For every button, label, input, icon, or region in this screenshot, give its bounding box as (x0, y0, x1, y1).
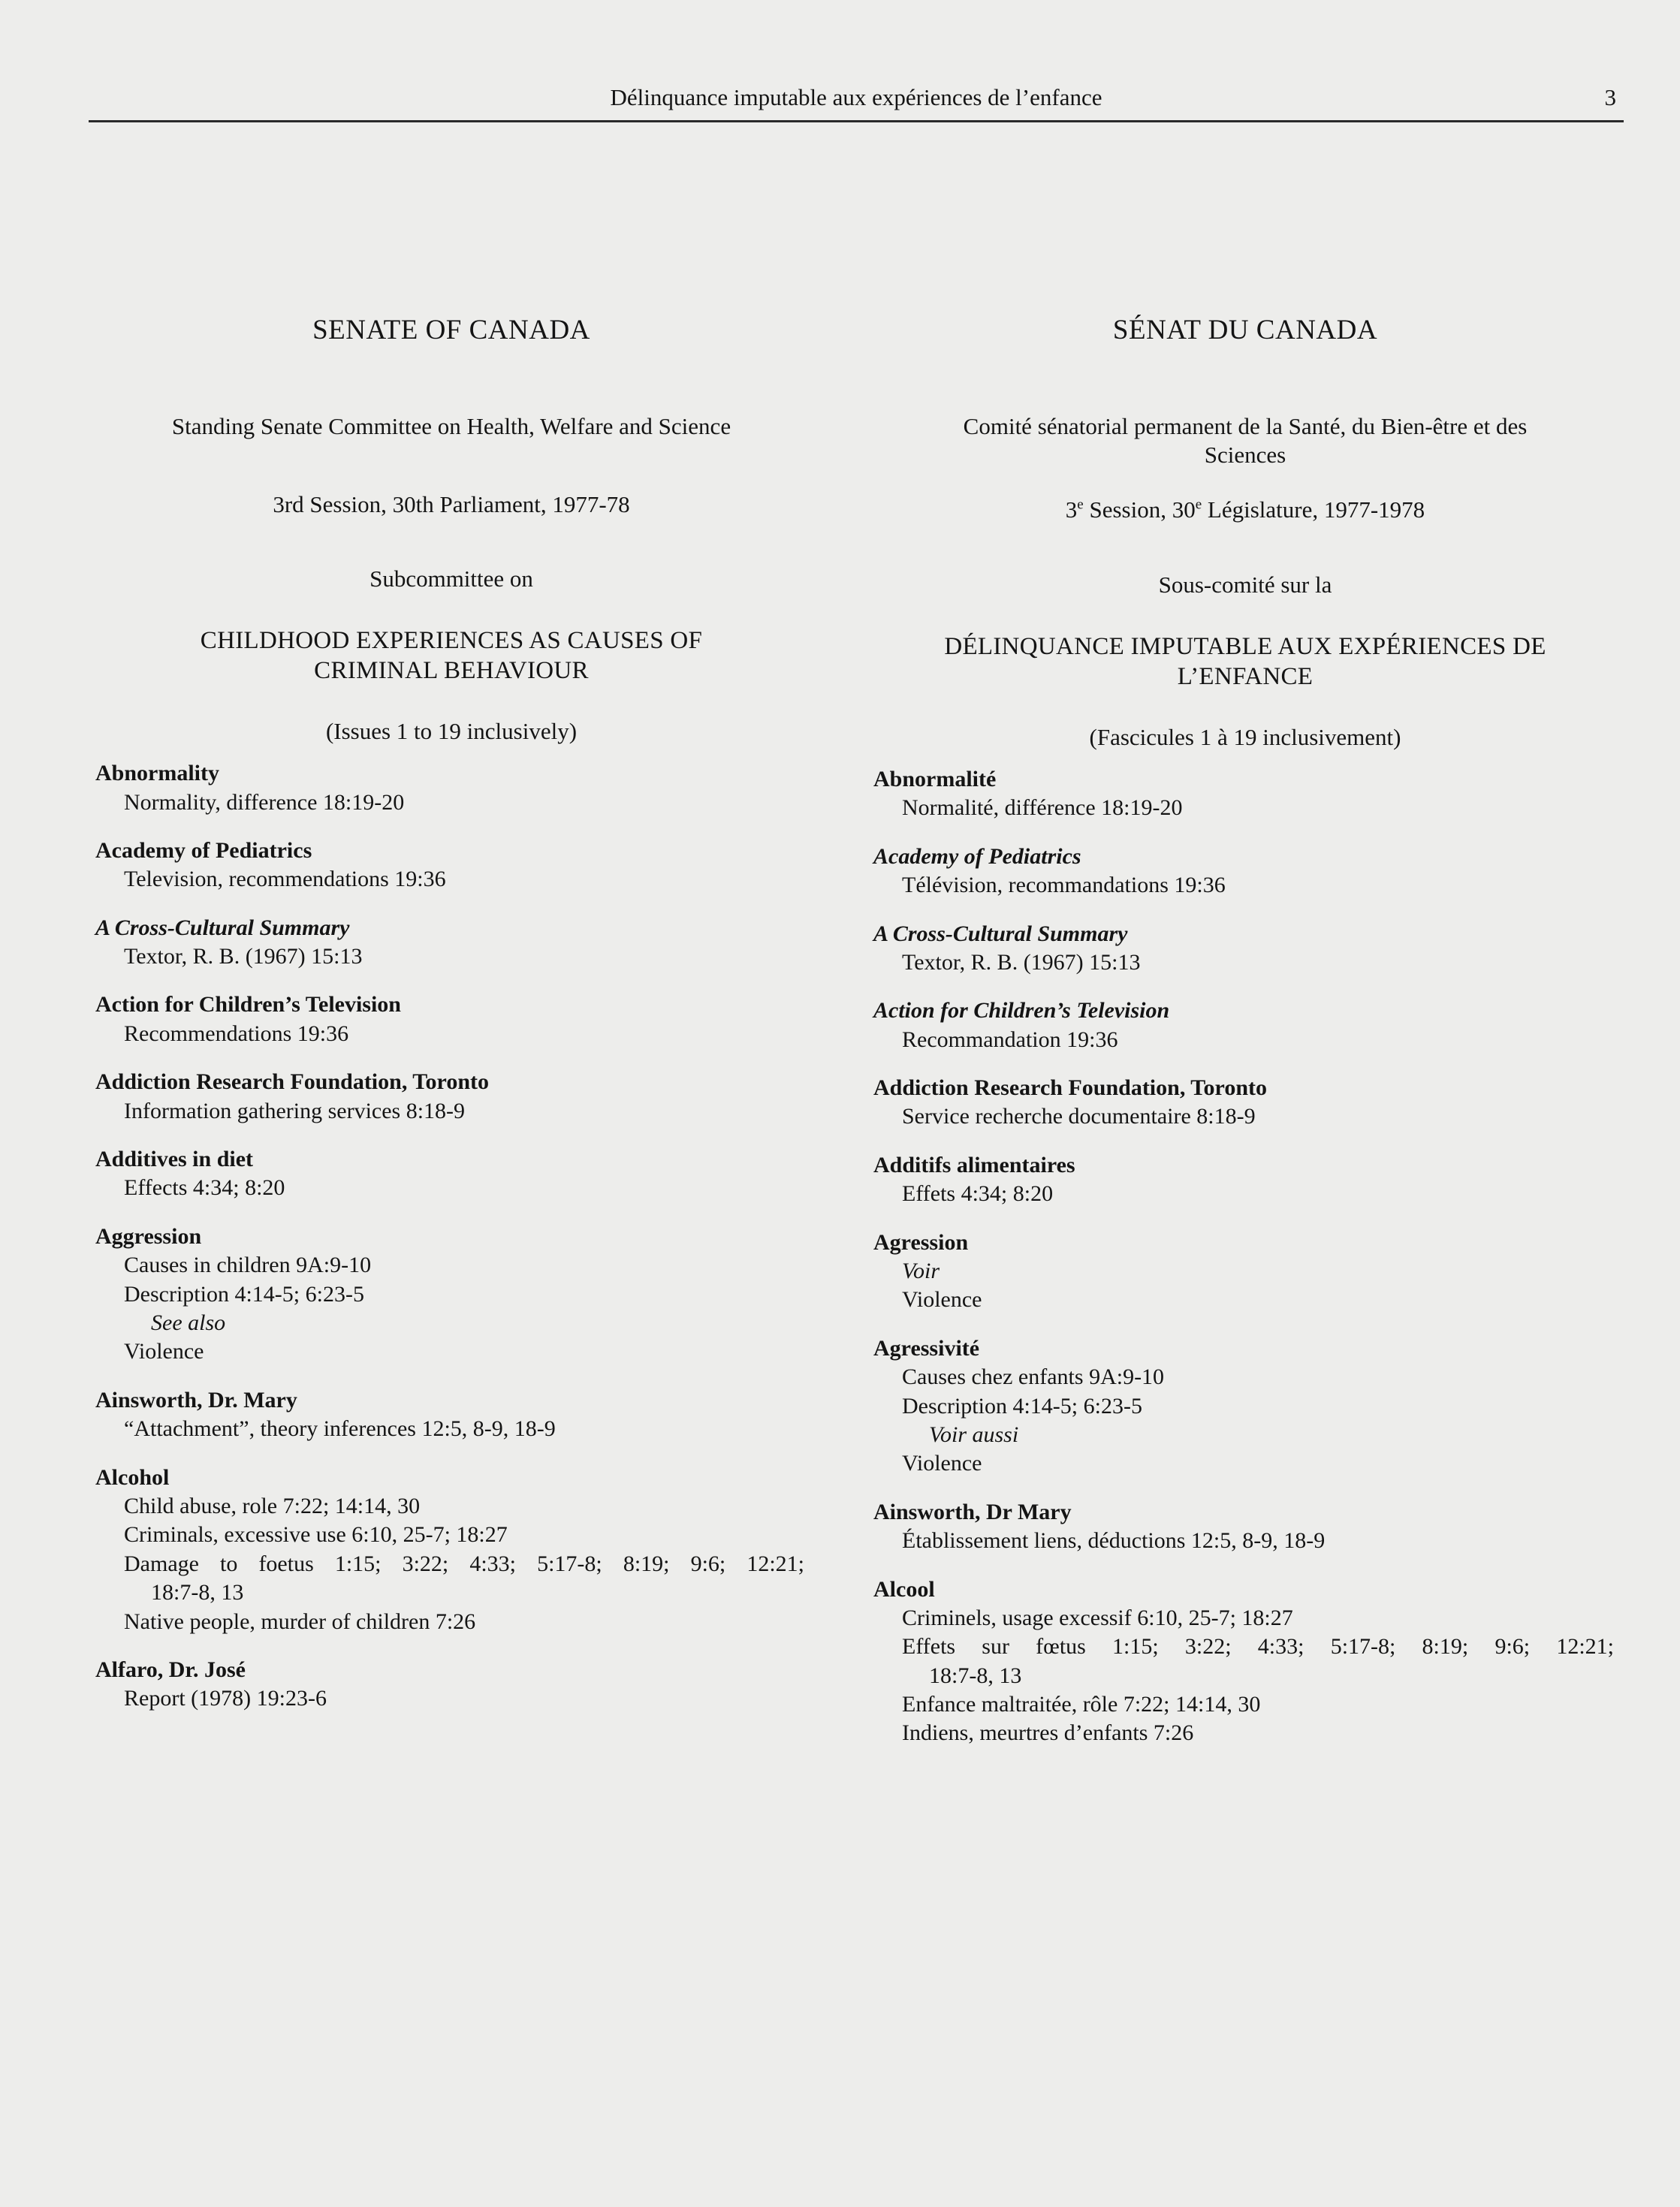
session-text: 3 (1065, 496, 1078, 523)
entry-heading: A Cross-Cultural Summary (873, 921, 1128, 946)
page-number: 3 (1604, 84, 1616, 110)
committee-name (873, 412, 1617, 469)
entry-subline: Native people, murder of children 7:26 (124, 1609, 476, 1634)
entry-subline: Description 4:14-5; 6:23-5 (124, 1281, 364, 1307)
entry-subline: Television, recommendations 19:36 (124, 867, 446, 892)
entry-heading: Academy of Pediatrics (95, 837, 312, 863)
see-also-reference: See also (151, 1310, 226, 1335)
entry-heading: Ainsworth, Dr Mary (873, 1499, 1072, 1524)
index-entry (873, 1151, 1617, 1209)
entry-subline: Effects 4:34; 8:20 (124, 1175, 285, 1201)
subject-title-line: CRIMINAL BEHAVIOUR (314, 656, 589, 684)
header-title: Délinquance imputable aux expériences de l’enfance (610, 84, 1102, 110)
index-entry (873, 1334, 1617, 1479)
senate-title: SÉNAT DU CANADA (1112, 315, 1378, 345)
entry-heading: Action for Children’s Television (873, 998, 1170, 1024)
session-info: 3rd Session, 30th Parliament, 1977-78 (273, 490, 630, 517)
superscript: e (1077, 496, 1084, 513)
cross-reference-target: Violence (124, 1339, 204, 1364)
see-reference: Voir (902, 1259, 940, 1284)
entry-subline: Information gathering services 8:18-9 (124, 1098, 466, 1123)
entry-subline: Service recherche documentaire 8:18-9 (902, 1104, 1256, 1129)
entry-subline: Description 4:14-5; 6:23-5 (902, 1393, 1142, 1419)
index-entry (95, 837, 807, 894)
committee-name: Standing Senate Committee on Health, Welfare and Science (171, 412, 731, 439)
index-entry (95, 759, 807, 817)
issues-range: (Fascicules 1 à 19 inclusivement) (1089, 724, 1401, 751)
index-entry (95, 1145, 807, 1203)
entry-subline: Criminels, usage excessif 6:10, 25-7; 18:27 (902, 1605, 1293, 1630)
entry-heading: Aggression (95, 1223, 202, 1249)
english-column (95, 315, 807, 1733)
entry-subline: Indiens, meurtres d’enfants 7:26 (902, 1720, 1194, 1746)
entry-heading: Action for Children’s Television (95, 992, 401, 1018)
entry-heading: A Cross-Cultural Summary (95, 915, 350, 940)
subject-title-line: L’ENFANCE (1177, 662, 1314, 690)
entry-heading: Addiction Research Foundation, Toronto (873, 1075, 1267, 1101)
entry-heading: Abnormalité (873, 766, 997, 791)
entry-subline: Textor, R. B. (1967) 15:13 (124, 944, 363, 969)
cross-reference-target: Violence (902, 1451, 982, 1476)
cross-reference-target: Violence (902, 1287, 982, 1313)
session-text: Session, 30 (1083, 496, 1196, 523)
entry-subline: Report (1978) 19:23-6 (124, 1686, 327, 1711)
senate-title: SENATE OF CANADA (312, 315, 590, 345)
session-text: Législature, 1977-1978 (1202, 496, 1425, 523)
index-entry (95, 1656, 807, 1714)
issues-range: (Issues 1 to 19 inclusively) (325, 718, 578, 745)
entry-subline: “Attachment”, theory inferences 12:5, 8-9, 18-9 (124, 1416, 556, 1442)
index-entry (873, 1498, 1617, 1556)
entry-subline: Effets 4:34; 8:20 (902, 1181, 1054, 1207)
index-entry (95, 914, 807, 972)
entry-heading: Agression (873, 1229, 969, 1255)
session-info (873, 496, 1617, 524)
entry-heading: Addiction Research Foundation, Toronto (95, 1069, 489, 1095)
subcommittee-label: Sous-comité sur la (1158, 571, 1332, 598)
entry-subline-continuation: 18:7-8, 13 (929, 1663, 1022, 1688)
entry-subline: Recommendations 19:36 (124, 1021, 349, 1046)
subcommittee-label: Subcommittee on (369, 565, 533, 592)
index-entry (95, 1464, 807, 1636)
entry-subline: Normality, difference 18:19-20 (124, 789, 405, 815)
entry-heading: Additives in diet (95, 1147, 254, 1172)
entry-heading: Academy of Pediatrics (873, 843, 1081, 869)
entry-subline: Textor, R. B. (1967) 15:13 (902, 949, 1141, 975)
entry-heading: Agressivité (873, 1335, 980, 1361)
entry-subline: Normalité, différence 18:19-20 (902, 795, 1183, 821)
running-header (89, 81, 1624, 122)
entry-subline-text: Effets sur fœtus 1:15; 3:22; 4:33; 5:17-8; 8:19; 9:6; 12:21; (902, 1634, 1614, 1660)
entry-heading: Ainsworth, Dr. Mary (95, 1387, 297, 1413)
french-column (873, 315, 1617, 1768)
entry-heading: Alcohol (95, 1464, 170, 1490)
entry-subline: Causes in children 9A:9-10 (124, 1253, 372, 1278)
superscript: e (1195, 496, 1202, 513)
index-entry (95, 990, 807, 1048)
committee-name-line: Sciences (1204, 441, 1286, 468)
entry-subline: Établissement liens, déductions 12:5, 8-9, 18-9 (902, 1528, 1326, 1554)
entry-heading: Abnormality (95, 761, 219, 786)
entry-subline-text: Damage to foetus 1:15; 3:22; 4:33; 5:17-8; 8:19; 9:6; 12:21; (124, 1551, 804, 1576)
entry-subline: Télévision, recommandations 19:36 (902, 873, 1226, 898)
index-entry (873, 1074, 1617, 1132)
entry-heading: Alcool (873, 1576, 935, 1602)
entry-subline (95, 1550, 807, 1578)
committee-name-line: Comité sénatorial permanent de la Santé, du Bien-être et des (963, 412, 1528, 439)
entry-subline: Child abuse, role 7:22; 14:14, 30 (124, 1493, 421, 1518)
index-entry (873, 1229, 1617, 1315)
entry-heading: Additifs alimentaires (873, 1152, 1075, 1177)
subject-title-line: CHILDHOOD EXPERIENCES AS CAUSES OF (200, 627, 703, 655)
entry-subline-continuation: 18:7-8, 13 (151, 1580, 244, 1606)
entry-subline: Enfance maltraitée, rôle 7:22; 14:14, 30 (902, 1692, 1261, 1717)
index-entry (95, 1068, 807, 1126)
see-also-reference: Voir aussi (929, 1422, 1019, 1447)
entry-subline: Recommandation 19:36 (902, 1027, 1118, 1052)
index-entry (873, 996, 1617, 1054)
entry-subline (873, 1633, 1617, 1661)
index-entry (95, 1223, 807, 1367)
entry-heading: Alfaro, Dr. José (95, 1657, 246, 1682)
index-entry (873, 765, 1617, 823)
subject-title-line: DÉLINQUANCE IMPUTABLE AUX EXPÉRIENCES DE (944, 632, 1546, 660)
index-entry (873, 1575, 1617, 1748)
index-entry (95, 1386, 807, 1444)
subject-title (95, 626, 807, 686)
index-entry (873, 920, 1617, 978)
entry-subline: Causes chez enfants 9A:9-10 (902, 1364, 1165, 1390)
subject-title (873, 632, 1617, 692)
index-entry (873, 843, 1617, 900)
entry-subline: Criminals, excessive use 6:10, 25-7; 18:27 (124, 1522, 508, 1548)
